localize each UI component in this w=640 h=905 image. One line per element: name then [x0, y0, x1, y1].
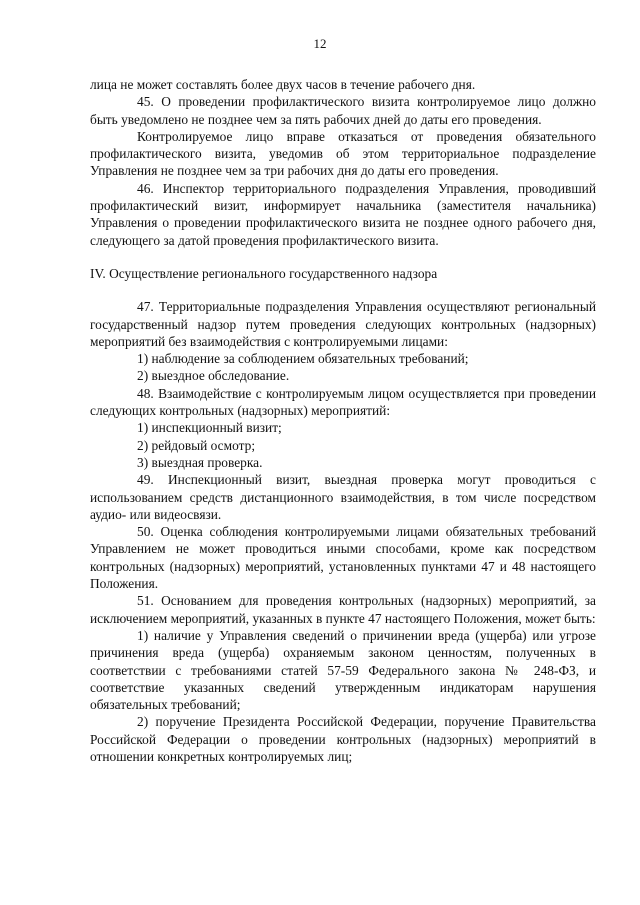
list-item: 1) наблюдение за соблюдением обязательных требований; [137, 351, 469, 367]
paragraph-51: 51. Основанием для проведения контрольных (надзорных) мероприятий, за исключением мероприятий, указанных в пункте 47 настоящего Положения, может быть: [90, 593, 596, 626]
list-item: 1) наличие у Управления сведений о причинении вреда (ущерба) или угрозе причинения вреда (ущерба) охраняемым законом ценностям, полученных в соответствии с требованиями статей 57-59 Федерального закона № 248-ФЗ, и соответствие указанных сведений утвержденным индикаторам нарушения обязательных требований; [90, 627, 596, 713]
list-item: 2) выездное обследование. [137, 368, 290, 384]
list-item: 1) инспекционный визит; [137, 420, 282, 436]
paragraph: лица не может составлять более двух часов в течение рабочего дня. [90, 77, 476, 92]
page-number: 12 [313, 36, 327, 51]
paragraph-refusal: Контролируемое лицо вправе отказаться от проведения обязательного профилактического визита, уведомив об этом территориальное подразделение Управления не позднее чем за три рабочих дня до даты его проведения. [90, 128, 596, 179]
paragraph-45: 45. О проведении профилактического визита контролируемое лицо должно быть уведомлено не позднее чем за пять рабочих дней до даты его проведения. [90, 94, 596, 127]
list-item: 2) рейдовый осмотр; [137, 437, 256, 453]
paragraph-48: 48. Взаимодействие с контролируемым лицом осуществляется при проведении следующих контрольных (надзорных) мероприятий: [90, 385, 596, 419]
list-item: 2) поручение Президента Российской Федерации, поручение Правительства Российской Федерации о проведении контрольных (надзорных) мероприятий в отношении конкретных контролируемых лиц; [90, 714, 596, 764]
section-heading: IV. Осуществление регионального государственного надзора [90, 265, 438, 281]
paragraph-50: 50. Оценка соблюдения контролируемыми лицами обязательных требований Управлением не может проводиться иными способами, кроме как посредством контрольных (надзорных) мероприятий, установленных пунктами 47 и 48 настоящего Положения. [90, 524, 596, 592]
list-item: 3) выездная проверка. [137, 454, 263, 470]
paragraph-49: 49. Инспекционный визит, выездная проверка могут проводиться с использованием средств дистанционного взаимодействия, в том числе посредством аудио- или видеосвязи. [90, 472, 596, 522]
document-body [90, 76, 596, 765]
paragraph-47: 47. Территориальные подразделения Управления осуществляют региональный государственный надзор путем проведения следующих контрольных (надзорных) мероприятий без взаимодействия с контролируемыми лицами: [90, 299, 596, 349]
paragraph-46: 46. Инспектор территориального подразделения Управления, проводивший профилактический визит, информирует начальника (заместителя начальника) Управления о проведении профилактического визита не позднее одного рабочего дня, следующего за датой проведения профилактического визита. [90, 180, 596, 248]
